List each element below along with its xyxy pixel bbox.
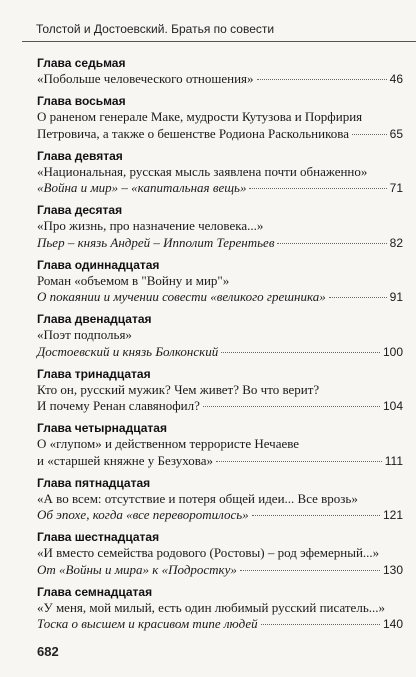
toc-line-text: «У меня, мой милый, есть один любимый русский писатель...» bbox=[37, 599, 385, 615]
toc-page-number: 111 bbox=[384, 453, 403, 468]
toc-page-number: 104 bbox=[382, 399, 403, 413]
toc-line bbox=[37, 616, 403, 633]
toc-line bbox=[37, 126, 403, 143]
toc-page-number: 140 bbox=[382, 617, 403, 631]
toc-entry bbox=[37, 312, 403, 360]
chapter-heading: Глава седьмая bbox=[37, 56, 126, 70]
toc-line-text: «И вместо семейства родового (Ростовы) – род эфемерный...» bbox=[37, 545, 380, 560]
toc-entry bbox=[37, 258, 403, 306]
dot-leader bbox=[261, 624, 380, 625]
chapter-heading: Глава семнадцатая bbox=[37, 584, 153, 599]
toc-line bbox=[37, 436, 403, 453]
toc-line bbox=[37, 71, 403, 88]
toc-line-text: О покаянии и мучении совести «великого грешника» bbox=[37, 289, 326, 304]
toc-page-number: 130 bbox=[382, 562, 403, 577]
toc-page-number: 121 bbox=[382, 508, 403, 522]
toc-page-number: 46 bbox=[389, 72, 403, 86]
toc-line bbox=[37, 491, 403, 508]
dot-leader bbox=[252, 515, 380, 516]
dot-leader bbox=[249, 188, 386, 189]
toc-line-text: Тоска о высшем и красивом типе людей bbox=[37, 616, 258, 631]
chapter-heading: Глава десятая bbox=[37, 203, 123, 217]
page-number: 682 bbox=[37, 644, 59, 659]
toc-page-number: 82 bbox=[389, 235, 403, 250]
dot-leader bbox=[221, 352, 380, 353]
dot-leader bbox=[203, 406, 380, 407]
chapter-heading: Глава восьмая bbox=[37, 94, 126, 108]
toc-page-number: 91 bbox=[389, 290, 403, 304]
dot-leader bbox=[277, 243, 386, 244]
toc-line-text: Петровича, а также о бешенстве Родиона Раскольникова bbox=[37, 125, 349, 141]
toc-page-number: 71 bbox=[389, 181, 403, 195]
toc-line-text: «Поэт подполья» bbox=[37, 327, 132, 342]
header-rule bbox=[22, 41, 416, 42]
chapter-heading: Глава двенадцатая bbox=[37, 312, 152, 326]
chapter-heading: Глава тринадцатая bbox=[37, 366, 151, 381]
toc-line-text: «Про жизнь, про назначение человека...» bbox=[37, 218, 264, 233]
toc-line bbox=[37, 344, 403, 361]
chapter-heading: Глава одиннадцатая bbox=[37, 257, 160, 272]
toc-line bbox=[37, 180, 403, 197]
toc-line-text: Достоевский и князь Болконский bbox=[37, 343, 219, 359]
toc-entry bbox=[37, 421, 403, 469]
toc-page-number: 100 bbox=[382, 344, 403, 359]
toc-entry bbox=[37, 94, 403, 142]
toc-line bbox=[37, 600, 403, 617]
toc-line-text: Роман «объемом в "Войну и мир"» bbox=[37, 272, 230, 288]
toc-entry bbox=[37, 56, 403, 88]
toc-entry bbox=[37, 585, 403, 633]
toc-entry bbox=[37, 203, 403, 251]
toc-entry bbox=[37, 367, 403, 415]
toc-line bbox=[37, 453, 403, 470]
toc-line-text: «Национальная, русская мысль заявлена почти обнаженно» bbox=[37, 163, 368, 179]
dot-leader bbox=[257, 79, 387, 80]
dot-leader bbox=[352, 134, 387, 135]
dot-leader bbox=[240, 570, 380, 571]
toc-page-number: 65 bbox=[389, 126, 403, 141]
toc-line-text: И почему Ренан славянофил? bbox=[37, 398, 200, 413]
toc-line-text: «Побольше человеческого отношения» bbox=[37, 71, 254, 86]
toc-line bbox=[37, 235, 403, 252]
toc-line-text: Пьер – князь Андрей – Ипполит Терентьев bbox=[37, 234, 275, 250]
toc-line bbox=[37, 398, 403, 415]
chapter-heading: Глава девятая bbox=[37, 148, 123, 163]
toc-line-text: О «глупом» и действенном террористе Нечаеве bbox=[37, 436, 300, 451]
toc-line bbox=[37, 562, 403, 579]
toc-line bbox=[37, 327, 403, 344]
chapter-heading: Глава четырнадцатая bbox=[37, 421, 167, 435]
toc-line bbox=[37, 164, 403, 181]
toc-line-text: «Война и мир» – «капитальная вещь» bbox=[37, 180, 247, 195]
toc-line bbox=[37, 382, 403, 399]
toc-line-text: О раненом генерале Маке, мудрости Кутузова и Порфирия bbox=[37, 109, 363, 124]
toc-line-text: Об эпохе, когда «все переворотилось» bbox=[37, 507, 249, 522]
table-of-contents bbox=[37, 56, 403, 639]
toc-entry bbox=[37, 530, 403, 578]
toc-line-text: «А во всем: отсутствие и потеря общей идеи... Все врозь» bbox=[37, 490, 358, 506]
running-head: Толстой и Достоевский. Братья по совести bbox=[36, 22, 275, 36]
toc-line bbox=[37, 109, 403, 126]
dot-leader bbox=[329, 297, 387, 298]
toc-line bbox=[37, 289, 403, 306]
toc-line bbox=[37, 545, 403, 562]
toc-entry bbox=[37, 476, 403, 524]
chapter-heading: Глава пятнадцатая bbox=[37, 475, 151, 490]
toc-line-text: Кто он, русский мужик? Чем живет? Во что верит? bbox=[37, 381, 320, 397]
chapter-heading: Глава шестнадцатая bbox=[37, 530, 160, 544]
toc-line bbox=[37, 273, 403, 290]
dot-leader bbox=[216, 461, 382, 462]
toc-line bbox=[37, 218, 403, 235]
toc-line-text: От «Войны и мира» к «Подростку» bbox=[37, 561, 237, 577]
toc-entry bbox=[37, 149, 403, 197]
toc-line bbox=[37, 507, 403, 524]
toc-line-text: и «старшей княжне у Безухова» bbox=[37, 452, 214, 468]
